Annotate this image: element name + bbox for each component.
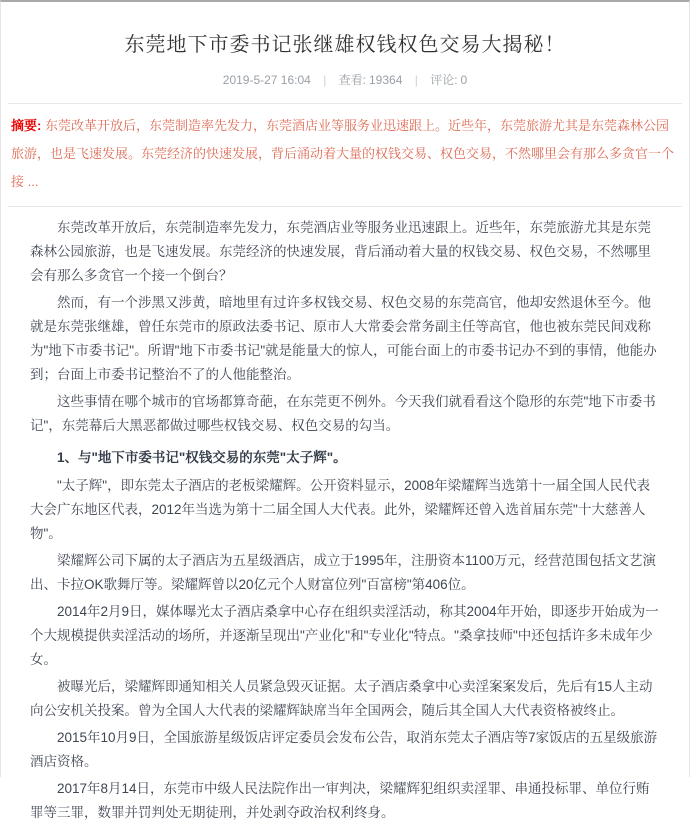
article-paragraph: "太子辉"，即东莞太子酒店的老板梁耀辉。公开资料显示，2008年梁耀辉当选第十一届全国人民代表大会广东地区代表，2012年当选为第十二届全国人大代表。此外，梁耀辉还曾入选首届东莞"十大慈善人物"。	[30, 478, 651, 541]
views-label: 查看:	[338, 73, 366, 87]
views-count: 19364	[369, 73, 403, 87]
article-paragraph: 2017年8月14日，东莞市中级人民法院作出一审判决，梁耀辉犯组织卖淫罪、串通投标罪、单位行贿罪等三罪，数罪并罚判处无期徒刑，并处剥夺政治权利终身。	[30, 781, 650, 820]
abstract-text: 东莞改革开放后，东莞制造率先发力，东莞酒店业等服务业迅速跟上。近些年，东莞旅游尤其是东莞森林公园旅游，也是飞速发展。东莞经济的快速发展，背后涌动着大量的权钱交易、权色交易，不然哪里会有那么多贪官一个接 ...	[11, 118, 675, 189]
meta-separator: |	[414, 73, 418, 87]
article-paragraph: 2015年10月9日，全国旅游星级饭店评定委员会发布公告，取消东莞太子酒店等7家饭店的五星级旅游酒店资格。	[30, 730, 658, 769]
section-heading: 1、与"地下市委书记"权钱交易的东莞"太子辉"。	[57, 450, 347, 465]
page-title: 东莞地下市委书记张继雄权钱权色交易大揭秘！	[124, 34, 566, 56]
article-meta	[1, 71, 689, 88]
comments-label: 评论:	[430, 73, 458, 87]
post-date: 2019-5-27 16:04	[222, 73, 311, 87]
article-paragraph: 梁耀辉公司下属的太子酒店为五星级酒店，成立于1995年，注册资本1100万元，经营范围包括文艺演出、卡拉OK歌舞厅等。梁耀辉曾以20亿元个人财富位列"百富榜"第406位。	[30, 553, 657, 592]
meta-separator: |	[323, 73, 327, 87]
article-paragraph: 2014年2月9日，媒体曝光太子酒店桑拿中心存在组织卖淫活动，称其2004年开始，即逐步开始成为一个大规模提供卖淫活动的场所，并逐渐呈现出"产业化"和"专业化"特点。"桑拿技师"中还包括许多未成年少女。	[30, 604, 659, 667]
comments-count: 0	[460, 73, 468, 87]
article-paragraph: 然而，有一个涉黑又涉黄，暗地里有过许多权钱交易、权色交易的东莞高官，他却安然退休至今。他就是东莞张继雄，曾任东莞市的原政法委书记、原市人大常委会常务副主任等高官，他也被东莞民间戏称为"地下市委书记"。所谓"地下市委书记"就是能量大的惊人，可能台面上的市委书记办不到的事情，他能办到；台面上市委书记整治不了的人他能整治。	[30, 295, 657, 382]
article-body	[1, 207, 689, 825]
article-paragraph: 这些事情在哪个城市的官场都算奇葩，在东莞更不例外。今天我们就看看这个隐形的东莞"地下市委书记"，东莞幕后大黑恶都做过哪些权钱交易、权色交易的勾当。	[30, 394, 656, 433]
article-paragraph: 被曝光后，梁耀辉即通知相关人员紧急毁灭证据。太子酒店桑拿中心卖淫案案发后，先后有15人主动向公安机关投案。曾为全国人大代表的梁耀辉缺席当年全国两会，随后其全国人大代表资格被终止。	[30, 679, 653, 718]
article-paragraph: 东莞改革开放后，东莞制造率先发力，东莞酒店业等服务业迅速跟上。近些年，东莞旅游尤其是东莞森林公园旅游，也是飞速发展。东莞经济的快速发展，背后涌动着大量的权钱交易、权色交易，不然哪里会有那么多贪官一个接一个倒台？	[30, 220, 651, 283]
abstract-box	[1, 104, 689, 206]
abstract-label: 摘要:	[11, 118, 42, 133]
